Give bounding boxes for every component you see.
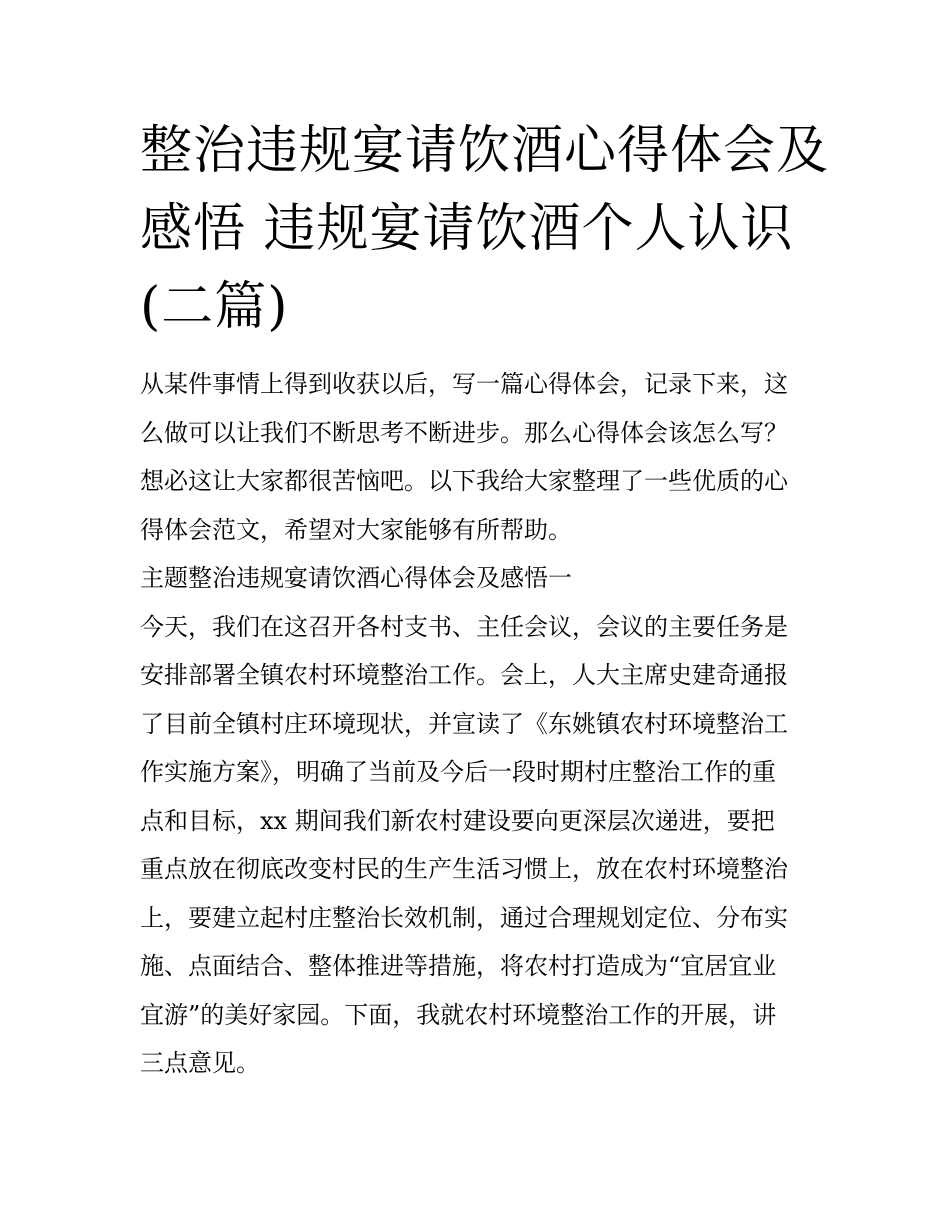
section-heading-text: 主题整治违规宴请饮酒心得体会及感悟一	[140, 564, 572, 592]
title-line: 感悟 违规宴请饮酒个人认识	[140, 199, 794, 259]
text-line: 三点意见。	[140, 1049, 260, 1077]
text-line: 从某件事情上得到收获以后，写一篇心得体会，记录下来，这	[140, 370, 788, 398]
text-line: 上，要建立起村庄整治长效机制，通过合理规划定位、分布实	[140, 903, 788, 932]
section-heading	[140, 554, 820, 603]
intro-paragraph	[140, 360, 820, 554]
text-line: 施、点面结合、整体推进等措施，将农村打造成为“宜居宜业	[140, 952, 777, 980]
text-line: 今天，我们在这召开各村支书、主任会议，会议的主要任务是	[140, 612, 788, 641]
text-line: 安排部署全镇农村环境整治工作。会上，人大主席史建奇通报	[140, 661, 788, 689]
title-line: (二篇)	[140, 277, 289, 337]
text-line: 宜游”的美好家园。下面，我就农村环境整治工作的开展，讲	[140, 1000, 777, 1029]
document-title	[140, 112, 830, 346]
text-line: 了目前全镇村庄环境现状，并宣读了《东姚镇农村环境整治工	[140, 709, 788, 738]
body-paragraph	[140, 603, 820, 1088]
text-line: 重点放在彻底改变村民的生产生活习惯上，放在农村环境整治	[140, 855, 788, 883]
text-line: 点和目标，xx 期间我们新农村建设要向更深层次递进，要把	[140, 806, 775, 835]
text-line: 得体会范文，希望对大家能够有所帮助。	[140, 515, 572, 544]
title-line: 整治违规宴请饮酒心得体会及	[140, 121, 830, 181]
text-line: 作实施方案》，明确了当前及今后一段时期村庄整治工作的重	[140, 758, 776, 786]
text-line: 想必这让大家都很苦恼吧。以下我给大家整理了一些优质的心	[140, 467, 788, 495]
document-body	[140, 360, 820, 1088]
document-page	[140, 112, 830, 1088]
text-line: 么做可以让我们不断思考不断进步。那么心得体会该怎么写？	[140, 418, 788, 447]
